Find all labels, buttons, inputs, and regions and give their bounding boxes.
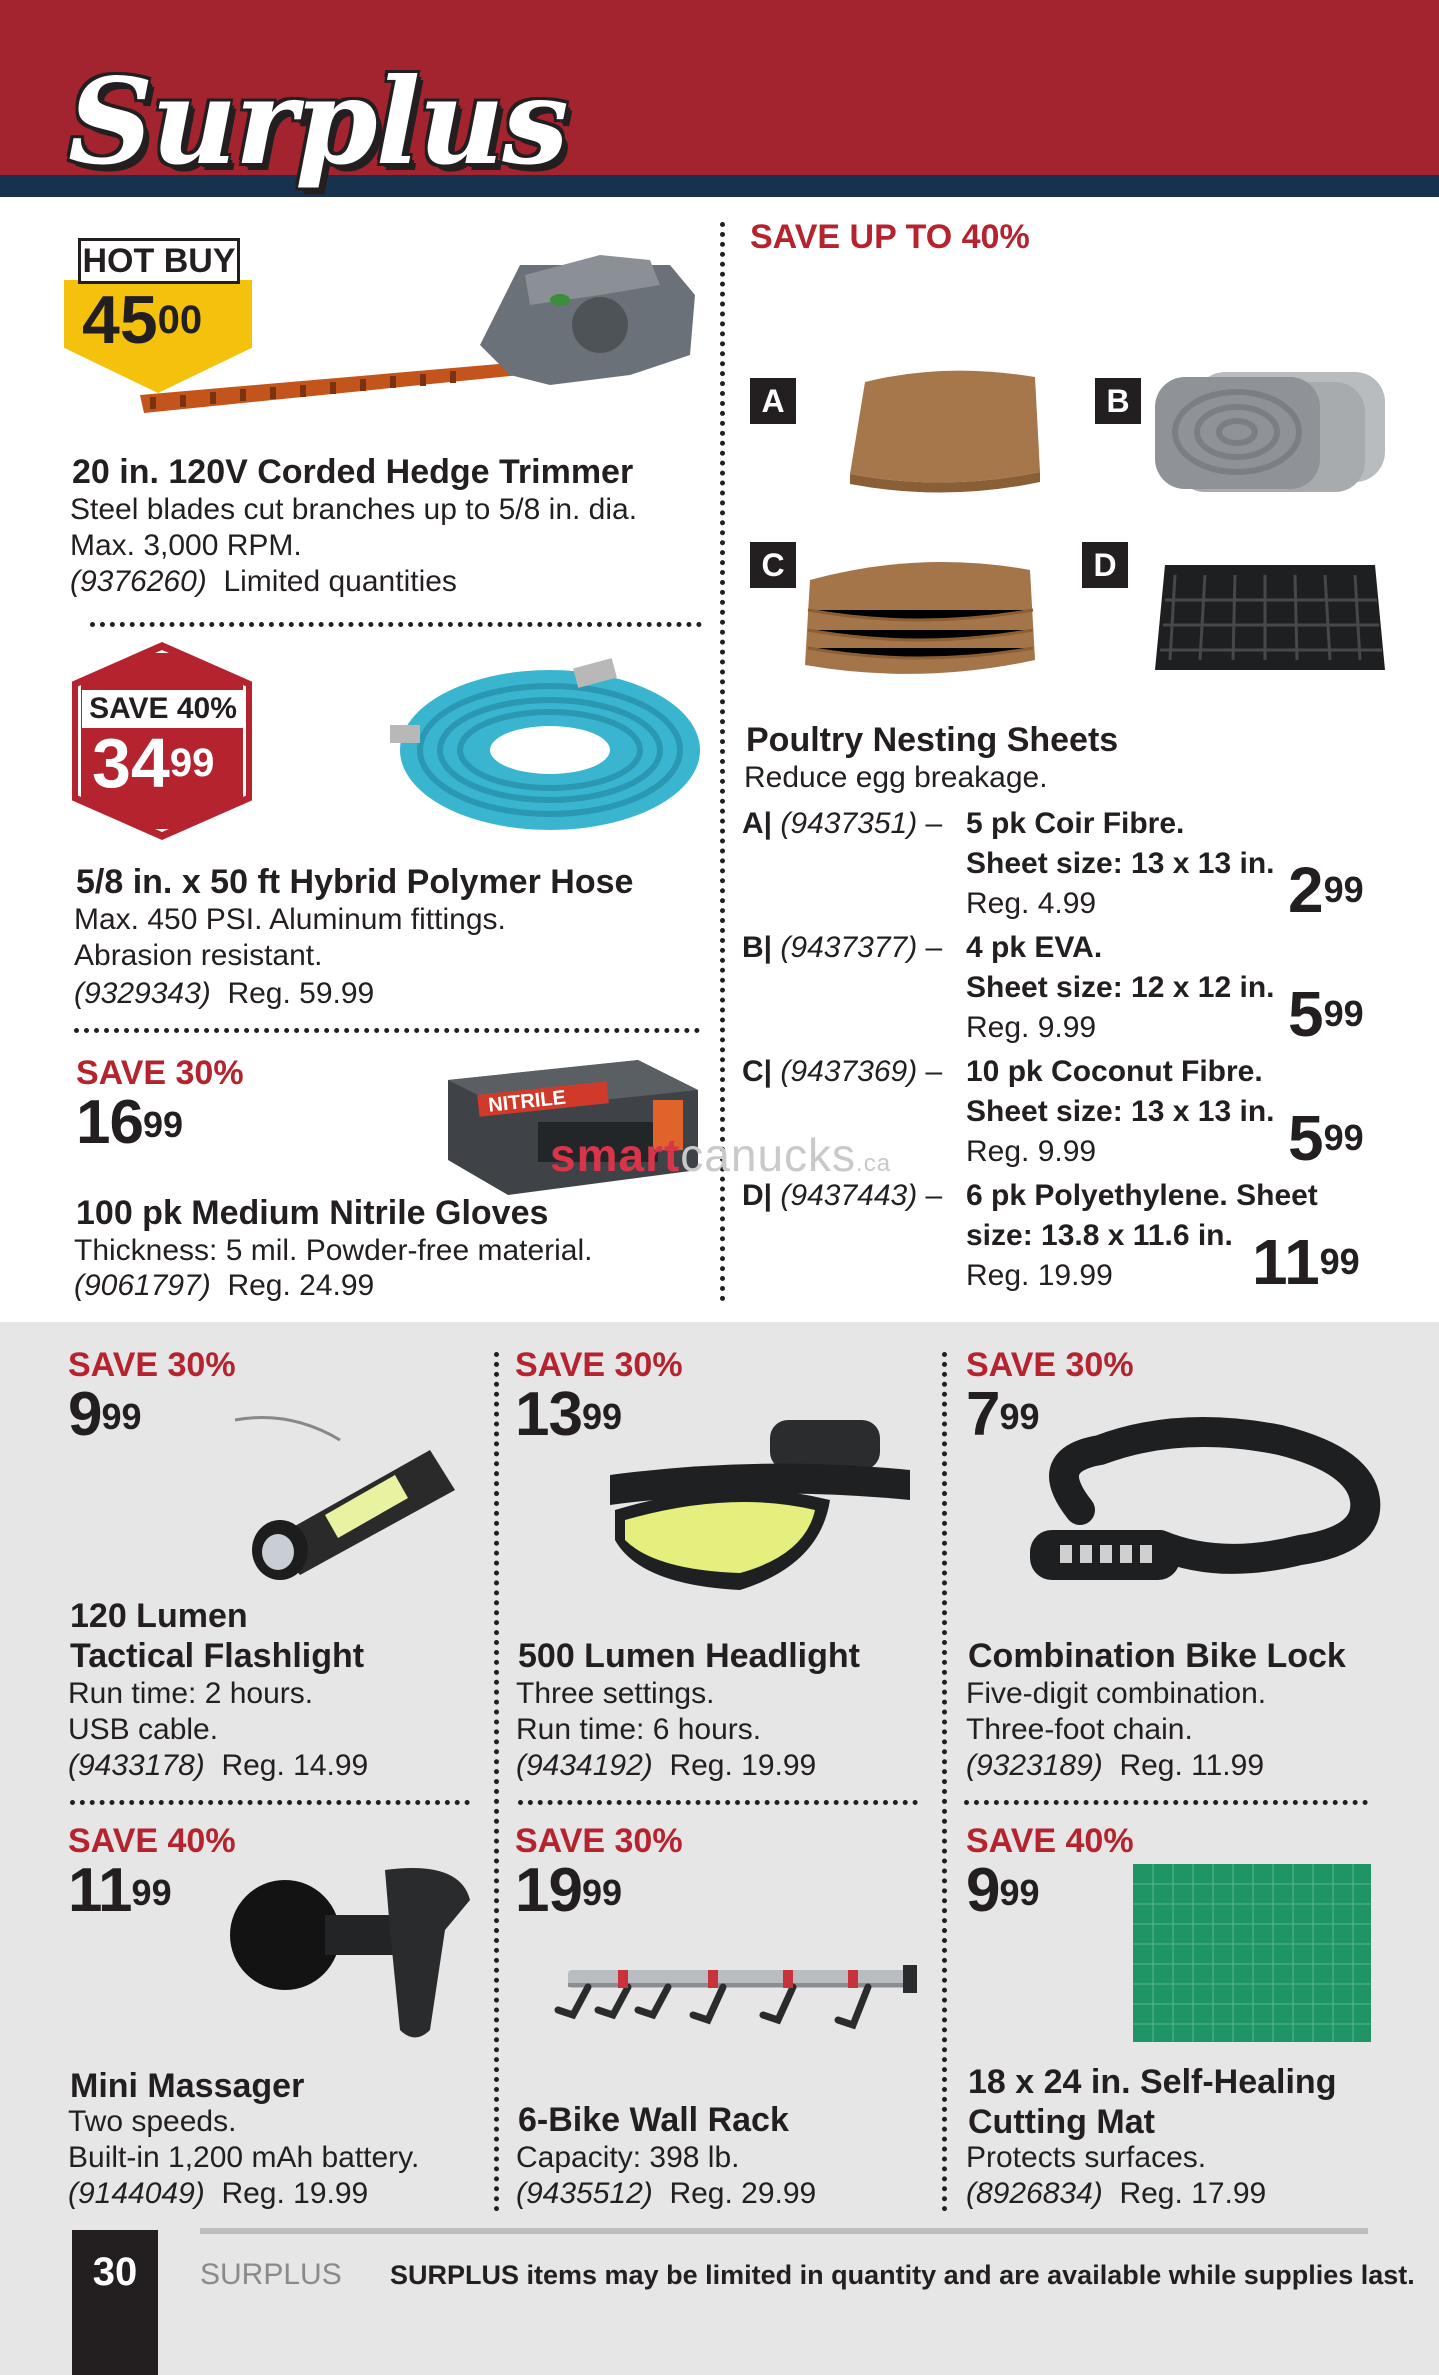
poultry-item-b-size: Sheet size: 12 x 12 in. <box>966 971 1275 1004</box>
massager-sku: (9144049) <box>68 2177 205 2210</box>
grid-row-divider <box>70 1800 470 1805</box>
hedge-trimmer-note: Limited quantities <box>223 565 457 598</box>
wall-rack-reg-price: Reg. 29.99 <box>669 2177 817 2210</box>
hose-desc: Max. 450 PSI. Aluminum fittings. Abrasion resistant. <box>74 903 506 972</box>
poultry-item-a: A| (9437351) – <box>742 807 943 840</box>
cutting-mat-sku: (8926834) <box>966 2177 1103 2210</box>
cutting-mat-price: $9^{99}$ <box>966 1856 1040 1925</box>
hose-reg-price: Reg. 59.99 <box>227 977 375 1010</box>
grid-row-divider <box>518 1800 918 1805</box>
polyethylene-sheets-image <box>1145 540 1390 690</box>
headlight-desc: Three settings. Run time: 6 hours. <box>516 1677 762 1746</box>
hose-image <box>380 655 710 840</box>
cutting-mat-sku-line <box>966 2176 1266 2212</box>
bike-lock-sku-line <box>966 1748 1264 1784</box>
flashlight-title: 120 Lumen Tactical Flashlight <box>70 1597 365 1675</box>
label-c: C <box>750 542 796 588</box>
poultry-item-c-size: Sheet size: 13 x 13 in. <box>966 1095 1275 1128</box>
cutting-mat-reg-price: Reg. 17.99 <box>1119 2177 1267 2210</box>
gloves-save: SAVE 30% <box>76 1054 244 1092</box>
massager-price: $11^{99}$ <box>68 1856 172 1925</box>
row-divider <box>74 1028 700 1033</box>
hedge-trimmer-image <box>130 245 710 425</box>
massager-title: Mini Massager <box>70 2067 305 2105</box>
gloves-sku-line <box>74 1268 374 1304</box>
cutting-mat-image <box>1133 1864 1371 2042</box>
surplus-logo: Surplus <box>68 52 567 191</box>
headlight-sku-line <box>516 1748 816 1784</box>
poultry-item-a-name: 5 pk Coir Fibre. <box>966 807 1185 840</box>
hedge-trimmer-title: 20 in. 120V Corded Hedge Trimmer <box>72 453 634 491</box>
label-b: B <box>1095 378 1141 424</box>
poultry-item-b: B| (9437377) – <box>742 931 943 964</box>
bike-lock-sku: (9323189) <box>966 1749 1103 1782</box>
cutting-mat-title: 18 x 24 in. Self-Healing Cutting Mat <box>968 2063 1337 2141</box>
flashlight-desc: Run time: 2 hours. USB cable. <box>68 1677 314 1746</box>
poultry-title: Poultry Nesting Sheets <box>746 721 1119 759</box>
poultry-item-d-name: 6 pk Polyethylene. Sheet <box>966 1179 1318 1212</box>
gloves-sku: (9061797) <box>74 1269 211 1302</box>
poultry-item-c-name: 10 pk Coconut Fibre. <box>966 1055 1263 1088</box>
label-a: A <box>750 378 796 424</box>
poultry-desc: Reduce egg breakage. <box>744 761 1048 794</box>
poultry-item-a-reg: Reg. 4.99 <box>966 887 1097 920</box>
poultry-item-d-reg: Reg. 19.99 <box>966 1259 1113 1292</box>
cutting-mat-desc: Protects surfaces. <box>966 2141 1207 2174</box>
hedge-trimmer-sku-line <box>70 564 457 600</box>
wall-rack-price: $19^{99}$ <box>515 1856 623 1925</box>
poultry-item-b-price: $5^{99}$ <box>1288 978 1364 1050</box>
headlight-reg-price: Reg. 19.99 <box>669 1749 817 1782</box>
hose-sku-line <box>74 976 374 1012</box>
grid-row-divider <box>964 1800 1368 1805</box>
poultry-item-b-name: 4 pk EVA. <box>966 931 1103 964</box>
poultry-item-c-reg: Reg. 9.99 <box>966 1135 1097 1168</box>
flashlight-price: $9^{99}$ <box>68 1380 142 1449</box>
wall-rack-sku-line <box>516 2176 816 2212</box>
poultry-item-c: C| (9437369) – <box>742 1055 943 1088</box>
gloves-price: $16^{99}$ <box>76 1088 184 1157</box>
poultry-item-d: D| (9437443) – <box>742 1179 943 1212</box>
flashlight-save: SAVE 30% <box>68 1346 236 1384</box>
gloves-desc: Thickness: 5 mil. Powder-free material. <box>74 1234 593 1267</box>
hedge-trimmer-sku: (9376260) <box>70 565 207 598</box>
hot-buy-label: HOT BUY <box>78 238 240 284</box>
watermark: smartcanucks.ca <box>550 1129 892 1181</box>
wall-rack-save: SAVE 30% <box>515 1822 683 1860</box>
flashlight-reg-price: Reg. 14.99 <box>221 1749 369 1782</box>
poultry-save: SAVE UP TO 40% <box>750 218 1030 256</box>
headlight-save: SAVE 30% <box>515 1346 683 1384</box>
wall-rack-desc: Capacity: 398 lb. <box>516 2141 740 2174</box>
headlight-price: $13^{99}$ <box>515 1380 623 1449</box>
footer-rule <box>200 2228 1368 2234</box>
grid-column-divider <box>942 1352 947 2212</box>
footer-section-label: SURPLUS <box>200 2258 342 2291</box>
massager-save: SAVE 40% <box>68 1822 236 1860</box>
bike-lock-title: Combination Bike Lock <box>968 1637 1346 1675</box>
poultry-item-a-price: $2^{99}$ <box>1288 854 1364 926</box>
bike-lock-desc: Five-digit combination. Three-foot chain. <box>966 1677 1267 1746</box>
hose-sku: (9329343) <box>74 977 211 1010</box>
bike-lock-image <box>1020 1420 1380 1590</box>
eva-sheets-image <box>1155 362 1395 497</box>
bike-wall-rack-image <box>548 1965 920 2035</box>
gloves-reg-price: Reg. 24.99 <box>227 1269 375 1302</box>
bike-lock-price: $7^{99}$ <box>966 1380 1040 1449</box>
flashlight-sku-line <box>68 1748 368 1784</box>
gloves-title: 100 pk Medium Nitrile Gloves <box>76 1194 549 1232</box>
flashlight-sku: (9433178) <box>68 1749 205 1782</box>
massager-image <box>230 1860 480 2050</box>
headlight-image <box>600 1415 920 1595</box>
footer-disclaimer: SURPLUS items may be limited in quantity and are available while supplies last. <box>390 2260 1415 2290</box>
grid-column-divider <box>494 1352 499 2212</box>
massager-desc: Two speeds. Built-in 1,200 mAh battery. <box>68 2105 420 2174</box>
massager-sku-line <box>68 2176 368 2212</box>
flashlight-image <box>230 1410 470 1580</box>
hose-price: $34^{99}$ <box>92 724 215 802</box>
poultry-item-a-size: Sheet size: 13 x 13 in. <box>966 847 1275 880</box>
bike-lock-save: SAVE 30% <box>966 1346 1134 1384</box>
hedge-trimmer-price: $45^{00}$ <box>82 282 203 358</box>
massager-reg-price: Reg. 19.99 <box>221 2177 369 2210</box>
poultry-item-c-price: $5^{99}$ <box>1288 1102 1364 1174</box>
coir-fibre-sheets-image <box>845 362 1045 497</box>
bike-lock-reg-price: Reg. 11.99 <box>1119 1749 1265 1782</box>
hedge-trimmer-desc: Steel blades cut branches up to 5/8 in. dia. Max. 3,000 RPM. <box>70 493 638 562</box>
wall-rack-sku: (9435512) <box>516 2177 653 2210</box>
headlight-title: 500 Lumen Headlight <box>518 1637 860 1675</box>
hose-badge-label: SAVE 40% <box>82 690 244 728</box>
row-divider <box>90 622 702 627</box>
wall-rack-title: 6-Bike Wall Rack <box>518 2101 789 2139</box>
coconut-fibre-sheets-image <box>800 540 1040 685</box>
gloves-box-text: NITRILE <box>487 1086 567 1117</box>
poultry-item-d-size: size: 13.8 x 11.6 in. <box>966 1219 1233 1252</box>
label-d: D <box>1082 542 1128 588</box>
cutting-mat-save: SAVE 40% <box>966 1822 1134 1860</box>
poultry-item-d-price: $11^{99}$ <box>1252 1226 1360 1298</box>
poultry-item-b-reg: Reg. 9.99 <box>966 1011 1097 1044</box>
hose-title: 5/8 in. x 50 ft Hybrid Polymer Hose <box>76 863 634 901</box>
page-number: 30 <box>72 2230 158 2375</box>
headlight-sku: (9434192) <box>516 1749 653 1782</box>
